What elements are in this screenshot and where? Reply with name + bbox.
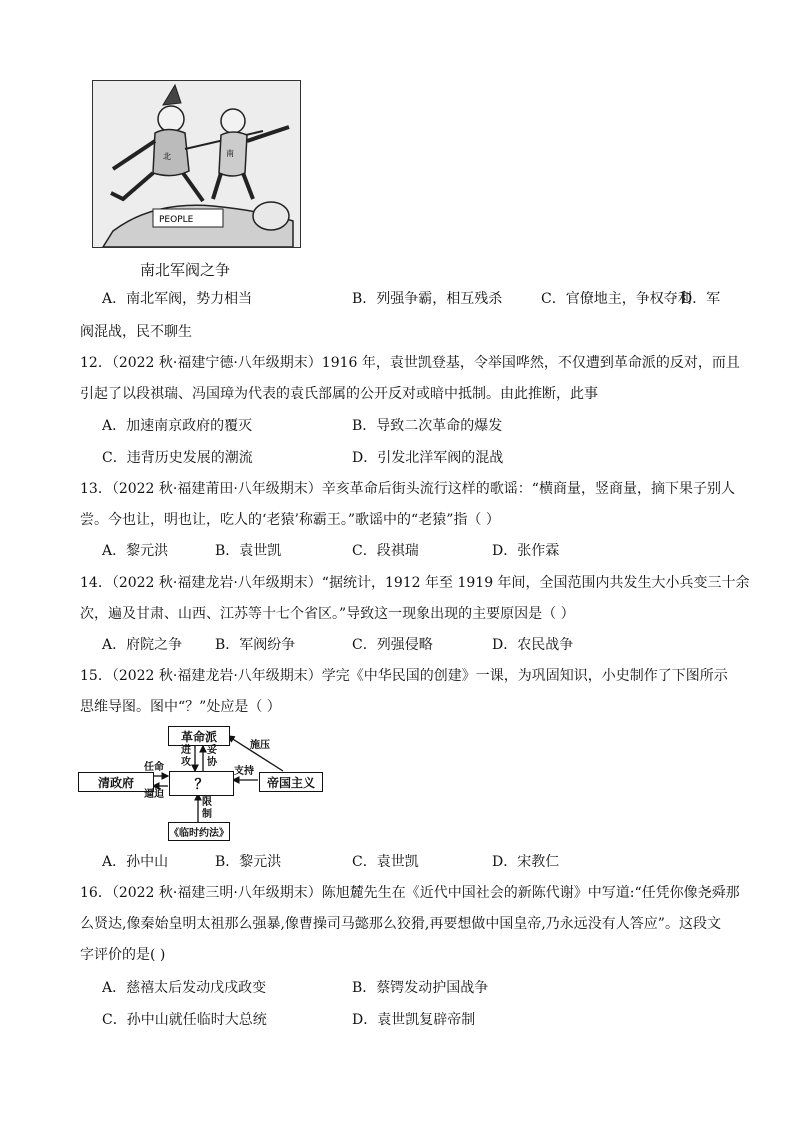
q16-option-d[interactable]: D．袁世凯复辟帝制: [352, 1012, 476, 1028]
mind-map-label-limit-2: 制: [202, 809, 212, 820]
mind-map-node-question: ？: [169, 771, 234, 796]
q13-stem-line2: 尝。今也让，明也让，吃人的‘老猿’称霸王。”歌谣中的“老猿”指（ ）: [80, 512, 500, 528]
cartoon-label-south: 南: [226, 149, 234, 158]
mind-map-label-appoint: 任命: [144, 762, 164, 773]
q13-option-c[interactable]: C．段祺瑞: [352, 543, 419, 559]
q12-stem-line2: 引起了以段祺瑞、冯国璋为代表的袁氏部属的公开反对或暗中抵制。由此推断，此事: [80, 386, 598, 402]
cartoon-label-north: 北: [163, 152, 171, 161]
mind-map-node-qing-government: 清政府: [78, 772, 154, 792]
mind-map-node-provisional-constitution: 《临时约法》: [168, 822, 230, 841]
cartoon-caption: 南北军阀之争: [140, 261, 231, 279]
q12-option-c[interactable]: C．违背历史发展的潮流: [102, 450, 253, 466]
cartoon-drawing: [93, 81, 300, 247]
q16-stem-line1: 16．（2022 秋·福建三明·八年级期末）陈旭麓先生在《近代中国社会的新陈代谢》中写道:“任凭你像尧舜那: [80, 885, 740, 901]
q15-option-b[interactable]: B．黎元洪: [215, 854, 282, 870]
q16-option-b[interactable]: B．蔡锷发动护国战争: [352, 980, 489, 996]
mind-map-label-limit-1: 限: [202, 797, 212, 808]
q13-option-d[interactable]: D．张作霖: [492, 543, 560, 559]
mind-map-label-support: 支持: [234, 766, 254, 777]
q13-option-b[interactable]: B．袁世凯: [215, 543, 282, 559]
mind-map-label-compromise-2: 协: [207, 757, 217, 768]
q12-stem-line1: 12．（2022 秋·福建宁德·八年级期末）1916 年，袁世凯登基，令举国哗然，不仅遭到革命派的反对，而且: [80, 355, 740, 371]
mind-map-node-imperialism: 帝国主义: [259, 772, 323, 792]
q14-option-a[interactable]: A．府院之争: [102, 637, 183, 653]
q16-stem-line3: 字评价的是( ): [80, 947, 166, 963]
mind-map-label-pressure: 施压: [250, 740, 270, 751]
q11-option-d-continued: 阀混战，民不聊生: [80, 324, 192, 340]
q16-option-a[interactable]: A．慈禧太后发动戊戌政变: [102, 980, 267, 996]
cartoon-image: [92, 80, 301, 248]
mind-map-label-attack-1: 进: [181, 745, 191, 756]
q13-stem-line1: 13．（2022 秋·福建莆田·八年级期末）辛亥革命后街头流行这样的歌谣：“横商量，竖商量，摘下果子别人: [80, 481, 735, 497]
q15-option-a[interactable]: A．孙中山: [102, 854, 169, 870]
q11-option-a[interactable]: A．南北军阀，势力相当: [102, 291, 253, 307]
q11-option-d[interactable]: D．军: [681, 291, 721, 307]
mind-map-label-attack-2: 攻: [181, 757, 191, 768]
mind-map-diagram: [78, 726, 323, 841]
q12-option-b[interactable]: B．导致二次革命的爆发: [352, 418, 503, 434]
q13-option-a[interactable]: A．黎元洪: [102, 543, 169, 559]
mind-map-label-compromise-1: 妥: [207, 745, 217, 756]
q15-stem-line1: 15．（2022 秋·福建龙岩·八年级期末）学完《中华民国的创建》一课，为巩固知识，小史制作了下图所示: [80, 668, 728, 684]
q15-stem-line2: 思维导图。图中“？”处应是（ ）: [80, 699, 281, 715]
q14-option-b[interactable]: B．军阀纷争: [215, 637, 296, 653]
q14-stem-line2: 次，遍及甘肃、山西、江苏等十七个省区。”导致这一现象出现的主要原因是（ ）: [80, 606, 575, 622]
q14-option-c[interactable]: C．列强侵略: [352, 637, 433, 653]
mind-map-node-revolutionaries: 革命派: [168, 726, 230, 746]
q16-option-c[interactable]: C．孙中山就任临时大总统: [102, 1012, 267, 1028]
mind-map-label-force: 逼迫: [144, 789, 164, 800]
cartoon-label-people: PEOPLE: [159, 215, 194, 225]
q14-option-d[interactable]: D．农民战争: [492, 637, 574, 653]
q12-option-d[interactable]: D．引发北洋军阀的混战: [352, 450, 504, 466]
q14-stem-line1: 14．（2022 秋·福建龙岩·八年级期末）“据统计，1912 年至 1919 年间，全国范围内共发生大小兵变三十余: [80, 575, 750, 591]
q12-option-a[interactable]: A．加速南京政府的覆灭: [102, 418, 253, 434]
q11-option-b[interactable]: B．列强争霸，相互残杀: [352, 291, 503, 307]
q15-option-c[interactable]: C．袁世凯: [352, 854, 419, 870]
q11-option-c[interactable]: C．官僚地主，争权夺利: [541, 291, 692, 307]
q16-stem-line2: 么贤达,像秦始皇明太祖那么强暴,像曹操司马懿那么狡猾,再要想做中国皇帝,乃永远没有人答应”。这段文: [80, 916, 721, 932]
q15-option-d[interactable]: D．宋教仁: [492, 854, 560, 870]
